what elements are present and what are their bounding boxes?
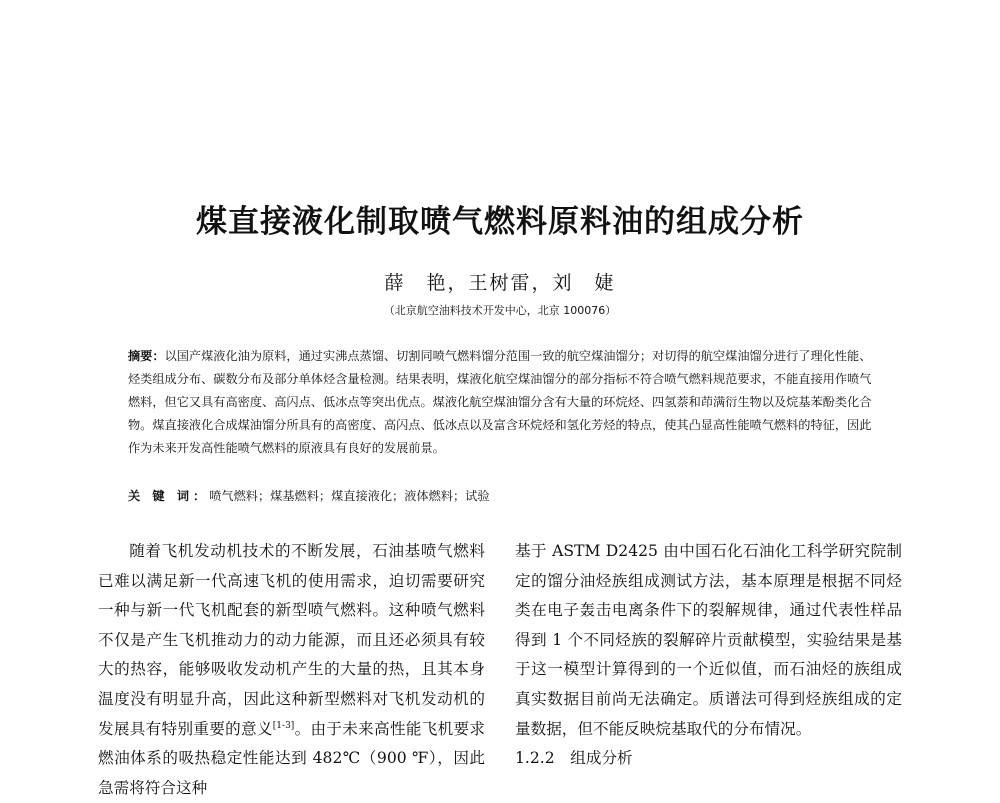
affiliation: （北京航空油料技术开发中心，北京 100076） bbox=[383, 304, 617, 317]
section-subheading: 1.2.2 组成分析 bbox=[515, 749, 633, 768]
left-column-text: 随着飞机发动机技术的不断发展，石油基喷气燃料已难以满足新一代高速飞机的使用需求，迫切需要研究一种与新一代飞机配套的新型喷气燃料。这种喷气燃料不仅是产生飞机推动力的动力能源，而且还必须具有较大的热容，能够吸收发动机产生的大量的热，且其本身温度没有明显升高，因此这种新型燃料对飞机发动机的发展具有特别重要的意义 bbox=[98, 542, 485, 738]
citation-ref: [1-3] bbox=[272, 720, 295, 731]
keywords bbox=[128, 486, 874, 506]
abstract-label: 摘要： bbox=[128, 349, 165, 363]
keywords-label: 关 键 词： bbox=[128, 489, 210, 503]
paper-title: 煤直接液化制取喷气燃料原料油的组成分析 bbox=[196, 204, 804, 240]
abstract bbox=[128, 345, 874, 460]
left-column-text-cont: 。由于未来高性能飞机要求燃油体系的吸热稳定性能达到 482℃（900 ℉），因此急需将符合这种 bbox=[98, 719, 485, 797]
abstract-text: 以国产煤液化油为原料，通过实沸点蒸馏、切割同喷气燃料馏分范围一致的航空煤油馏分；对切得的航空煤油馏分进行了理化性能、烃类组成分布、碳数分布及部分单体烃含量检测。结果表明，煤液化航空煤油馏分的部分指标不符合喷气燃料规范要求，不能直接用作喷气燃料，但它又具有高密度、高闪点、低冰点等突出优点。煤液化航空煤油馏分含有大量的环烷烃、四氢萘和茚满衍生物以及烷基苯酚类化合物。煤直接液化合成煤油馏分所具有的高密度、高闪点、低冰点以及富含环烷烃和氢化芳烃的特点，使其凸显高性能喷气燃料的特征，因此作为未来开发高性能喷气燃料的原液具有良好的发展前景。 bbox=[128, 349, 872, 455]
author-list: 薛 艳，王树雷，刘 婕 bbox=[384, 272, 616, 294]
body-column-left bbox=[98, 537, 485, 803]
body-column-right bbox=[515, 537, 902, 774]
keywords-text: 喷气燃料；煤基燃料；煤直接液化；液体燃料；试验 bbox=[209, 489, 490, 503]
right-column-text: 基于 ASTM D2425 由中国石化石油化工科学研究院制定的馏分油烃族组成测试方法，基本原理是根据不同烃类在电子轰击电离条件下的裂解规律，通过代表性样品得到 1 个不同烃族的裂解碎片贡献模型，实验结果是基于这一模型计算得到的一个近似值，而石油烃的族组成真实数据目前尚无法确定。质谱法可得到烃族组成的定量数据，但不能反映烷基取代的分布情况。 bbox=[515, 542, 902, 738]
